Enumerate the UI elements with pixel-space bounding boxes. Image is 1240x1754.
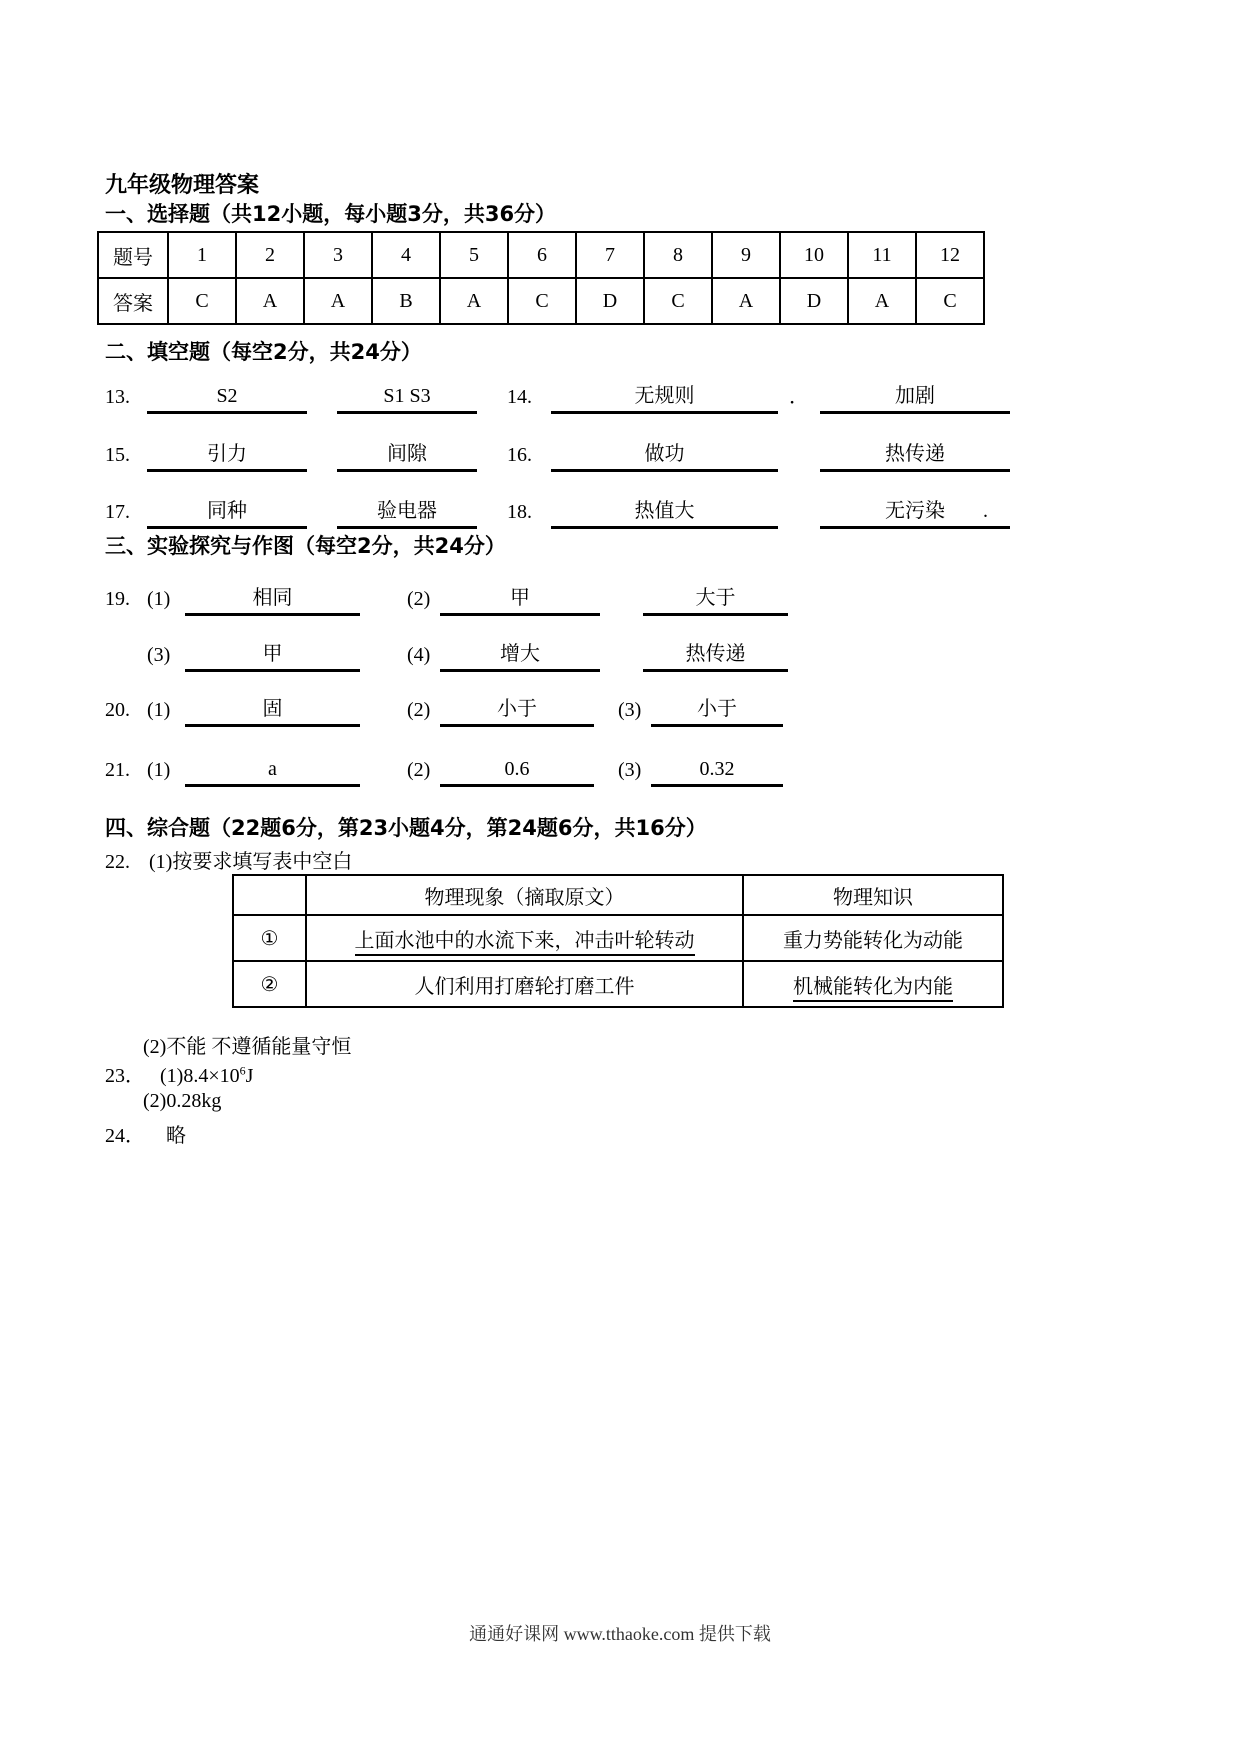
spacer <box>307 409 337 414</box>
spacer <box>360 611 407 616</box>
section3-heading: 三、实验探究与作图（每空2分，共24分） <box>105 534 506 558</box>
answer-cell: A <box>236 278 304 324</box>
fill-row-19a <box>105 580 788 616</box>
section4-heading: 四、综合题（22题6分，第23小题4分，第24题6分，共16分） <box>105 816 707 840</box>
fill-row-15-16 <box>105 436 1010 472</box>
spacer <box>778 524 820 529</box>
multiple-choice-table <box>97 231 985 325</box>
spacer <box>600 667 643 672</box>
answer-blank: 加剧 <box>820 379 1010 414</box>
fill-row-21 <box>105 751 783 787</box>
knowledge-cell: 重力势能转化为动能 <box>743 915 1003 961</box>
question-number-cell: 6 <box>508 232 576 278</box>
q22-header-row <box>233 875 1003 915</box>
answer-blank: 0.32 <box>651 758 783 787</box>
q23-answer-1 <box>160 1065 253 1087</box>
question-number: 17. <box>105 501 130 523</box>
question-number: 15. <box>105 444 130 466</box>
q22-part2: (2)不能 不遵循能量守恒 <box>143 1036 352 1058</box>
page-title: 九年级物理答案 <box>105 173 260 198</box>
question-number-cell: 7 <box>576 232 644 278</box>
q23-part1 <box>105 1059 253 1088</box>
spacer <box>594 782 618 787</box>
answer-blank: 热值大 <box>551 494 778 529</box>
corner-cell: 题号 <box>98 232 168 278</box>
question-number-cell: 3 <box>304 232 372 278</box>
q22-row-2 <box>233 961 1003 1007</box>
answer-cell: D <box>780 278 848 324</box>
answer-cell: B <box>372 278 440 324</box>
question-number: 13. <box>105 386 130 408</box>
spacer <box>594 722 618 727</box>
answer-blank: S1 S3 <box>337 385 477 414</box>
spacer <box>477 409 507 414</box>
question-number: 18. <box>507 501 532 523</box>
fill-row-19b <box>105 636 788 672</box>
answer-blank: S2 <box>147 385 307 414</box>
value-exponent: 6 <box>239 1063 246 1078</box>
question-number: 23． <box>105 1065 145 1087</box>
question-number-cell: 12 <box>916 232 984 278</box>
q22-part1-text: (1)按要求填写表中空白 <box>149 851 353 873</box>
answer-text-underlined: 上面水池中的水流下来，冲击叶轮转动 <box>355 930 695 956</box>
question-number-cell: 10 <box>780 232 848 278</box>
answer-blank: 大于 <box>643 581 788 616</box>
answer-cell: D <box>576 278 644 324</box>
answer-blank: 热传递 <box>820 437 1010 472</box>
part-label: (2) <box>407 588 431 610</box>
answer-blank: 间隙 <box>337 437 477 472</box>
answer-blank: 甲 <box>440 581 600 616</box>
page-footer: 通通好课网 www.tthaoke.com 提供下载 <box>469 1624 771 1644</box>
question-number: 16. <box>507 444 532 466</box>
part-label: (2) <box>407 699 431 721</box>
part-label: (2) <box>407 759 431 781</box>
section2-heading: 二、填空题（每空2分，共24分） <box>105 340 422 364</box>
value-base: (1)8.4×10 <box>160 1065 240 1087</box>
spacer <box>477 467 507 472</box>
question-number: 21. <box>105 759 130 781</box>
phenomenon-cell <box>306 915 743 961</box>
q22-row-1 <box>233 915 1003 961</box>
answer-blank: 相同 <box>185 581 360 616</box>
answer-blank: 做功 <box>551 437 778 472</box>
question-number: 24． <box>105 1125 145 1147</box>
answer-label-cell: 答案 <box>98 278 168 324</box>
q24 <box>105 1119 186 1148</box>
spacer <box>360 667 407 672</box>
answer-blank: 小于 <box>651 692 783 727</box>
knowledge-header-cell: 物理知识 <box>743 875 1003 915</box>
phenomenon-cell: 人们利用打磨轮打磨工件 <box>306 961 743 1007</box>
empty-header-cell <box>233 875 306 915</box>
spacer <box>307 467 337 472</box>
answer-cell: A <box>304 278 372 324</box>
answer-blank: 验电器 <box>337 494 477 529</box>
answer-cell: C <box>916 278 984 324</box>
question-number-row <box>98 232 984 278</box>
spacer <box>778 467 820 472</box>
answer-cell: A <box>712 278 780 324</box>
answer-blank: 增大 <box>440 637 600 672</box>
knowledge-cell <box>743 961 1003 1007</box>
question-number-cell: 4 <box>372 232 440 278</box>
question-number-cell: 11 <box>848 232 916 278</box>
question-number: 14. <box>507 386 532 408</box>
question-number-cell: 8 <box>644 232 712 278</box>
part-label: (1) <box>147 699 171 721</box>
fill-row-17-18 <box>105 493 1010 529</box>
q22-intro <box>105 845 352 874</box>
row-number-cell: ① <box>233 915 306 961</box>
spacer <box>600 611 643 616</box>
answer-blank: 热传递 <box>643 637 788 672</box>
answer-blank: a <box>185 758 360 787</box>
part-label: (1) <box>147 759 171 781</box>
indent-spacer <box>105 667 147 672</box>
answer-text: 无污染 <box>885 500 945 522</box>
question-number-cell: 9 <box>712 232 780 278</box>
phenomenon-header-cell: 物理现象（摘取原文） <box>306 875 743 915</box>
part-label: (3) <box>618 759 642 781</box>
fill-row-20 <box>105 691 783 727</box>
answer-cell: C <box>508 278 576 324</box>
answer-blank <box>820 494 1010 529</box>
part-label: (4) <box>407 644 431 666</box>
question-number-cell: 1 <box>168 232 236 278</box>
question-number: 19. <box>105 588 130 610</box>
separator-dot: ． <box>789 386 809 408</box>
answer-cell: A <box>440 278 508 324</box>
part-label: (3) <box>618 699 642 721</box>
question-number: 22. <box>105 851 130 873</box>
part-label: (3) <box>147 644 171 666</box>
answer-cell: C <box>644 278 712 324</box>
answer-cell: C <box>168 278 236 324</box>
answer-blank: 0.6 <box>440 758 594 787</box>
spacer <box>360 722 407 727</box>
answer-cell: A <box>848 278 916 324</box>
stray-dot: . <box>983 500 988 522</box>
answer-blank: 无规则 <box>551 379 778 414</box>
spacer <box>477 524 507 529</box>
answer-blank: 甲 <box>185 637 360 672</box>
answer-blank: 小于 <box>440 692 594 727</box>
part-label: (1) <box>147 588 171 610</box>
fill-row-13-14 <box>105 378 1010 414</box>
q23-part2: (2)0.28kg <box>143 1090 222 1112</box>
section1-heading: 一、选择题（共12小题，每小题3分，共36分） <box>105 202 557 226</box>
spacer <box>307 524 337 529</box>
q24-answer: 略 <box>166 1125 186 1147</box>
answer-blank: 固 <box>185 692 360 727</box>
answer-blank: 引力 <box>147 437 307 472</box>
answer-row <box>98 278 984 324</box>
question-number-cell: 2 <box>236 232 304 278</box>
answer-blank: 同种 <box>147 494 307 529</box>
row-number-cell: ② <box>233 961 306 1007</box>
value-unit: J <box>245 1065 254 1087</box>
answer-text-underlined: 机械能转化为内能 <box>793 976 953 1002</box>
spacer <box>360 782 407 787</box>
question-number: 20. <box>105 699 130 721</box>
q22-table <box>232 874 1004 1008</box>
question-number-cell: 5 <box>440 232 508 278</box>
